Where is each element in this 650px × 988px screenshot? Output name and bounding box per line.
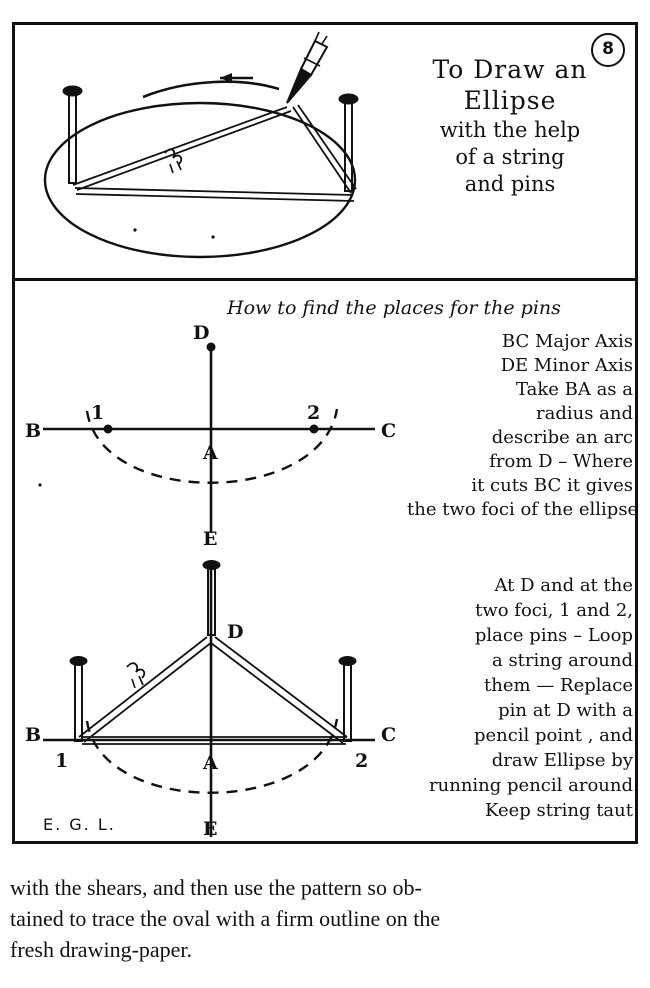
instr1-line-3: Take BA as a: [516, 379, 633, 400]
instructions-draw-ellipse: [407, 573, 633, 823]
instructions-find-foci: [407, 330, 639, 522]
label-a-lower: A: [203, 752, 218, 774]
plate-title-line-2: Ellipse: [463, 86, 557, 115]
plate-number: 8: [591, 33, 625, 67]
label-focus2-upper: 2: [307, 402, 321, 424]
diagram-pins-and-string: [15, 545, 401, 845]
plate-title-line-3: with the help: [439, 118, 581, 142]
label-e-lower: E: [203, 818, 218, 840]
label-c-upper: C: [381, 420, 397, 442]
label-d-lower: D: [227, 621, 244, 643]
instr2-line-4: a string around: [491, 650, 633, 671]
instr1-line-6: from D – Where: [489, 451, 633, 472]
figure-divider: [15, 278, 635, 281]
illustration-ellipse-with-string: [15, 25, 395, 275]
figure-plate: [12, 22, 638, 844]
plate-title: [395, 55, 625, 196]
body-text-line-1: with the shears, and then use the pattern so ob-: [10, 875, 422, 900]
instr2-line-1: At D and at the: [494, 575, 633, 596]
subheading: How to find the places for the pins: [227, 297, 561, 319]
instr2-line-2: two foci, 1 and 2,: [475, 600, 633, 621]
label-focus1-upper: 1: [91, 402, 105, 424]
instr1-line-8: the two foci of the ellipse: [407, 499, 639, 520]
body-text: [10, 872, 638, 965]
instr2-line-6: pin at D with a: [498, 700, 633, 721]
instr1-line-1: BC Major Axis: [501, 331, 633, 352]
instr1-line-5: describe an arc: [491, 427, 633, 448]
instr1-line-4: radius and: [535, 403, 633, 424]
label-e-upper: E: [203, 528, 218, 550]
instr1-line-2: DE Minor Axis: [500, 355, 633, 376]
label-b-lower: B: [25, 724, 42, 746]
plate-title-line-5: and pins: [464, 172, 556, 196]
label-focus1-lower: 1: [55, 750, 69, 772]
plate-title-line-4: of a string: [455, 145, 565, 169]
label-b-upper: B: [25, 420, 42, 442]
instr2-line-3: place pins – Loop: [474, 625, 633, 646]
label-a-upper: A: [203, 442, 218, 464]
instr2-line-5: them — Replace: [484, 675, 633, 696]
instr2-line-7: pencil point , and: [473, 725, 633, 746]
label-c-lower: C: [381, 724, 397, 746]
instr1-line-7: it cuts BC it gives: [471, 475, 633, 496]
instr2-line-10: Keep string taut: [485, 800, 633, 821]
body-text-line-2: tained to trace the oval with a firm outline on the: [10, 906, 441, 931]
diagram-find-foci: [15, 311, 401, 557]
body-text-line-3: fresh drawing-paper.: [10, 937, 193, 962]
instr2-line-8: draw Ellipse by: [491, 750, 633, 771]
instr2-line-9: running pencil around: [429, 775, 633, 796]
label-focus2-lower: 2: [355, 750, 369, 772]
plate-title-line-1: To Draw an: [432, 55, 588, 84]
label-d-upper: D: [193, 322, 210, 344]
artist-signature: E. G. L.: [43, 815, 116, 834]
